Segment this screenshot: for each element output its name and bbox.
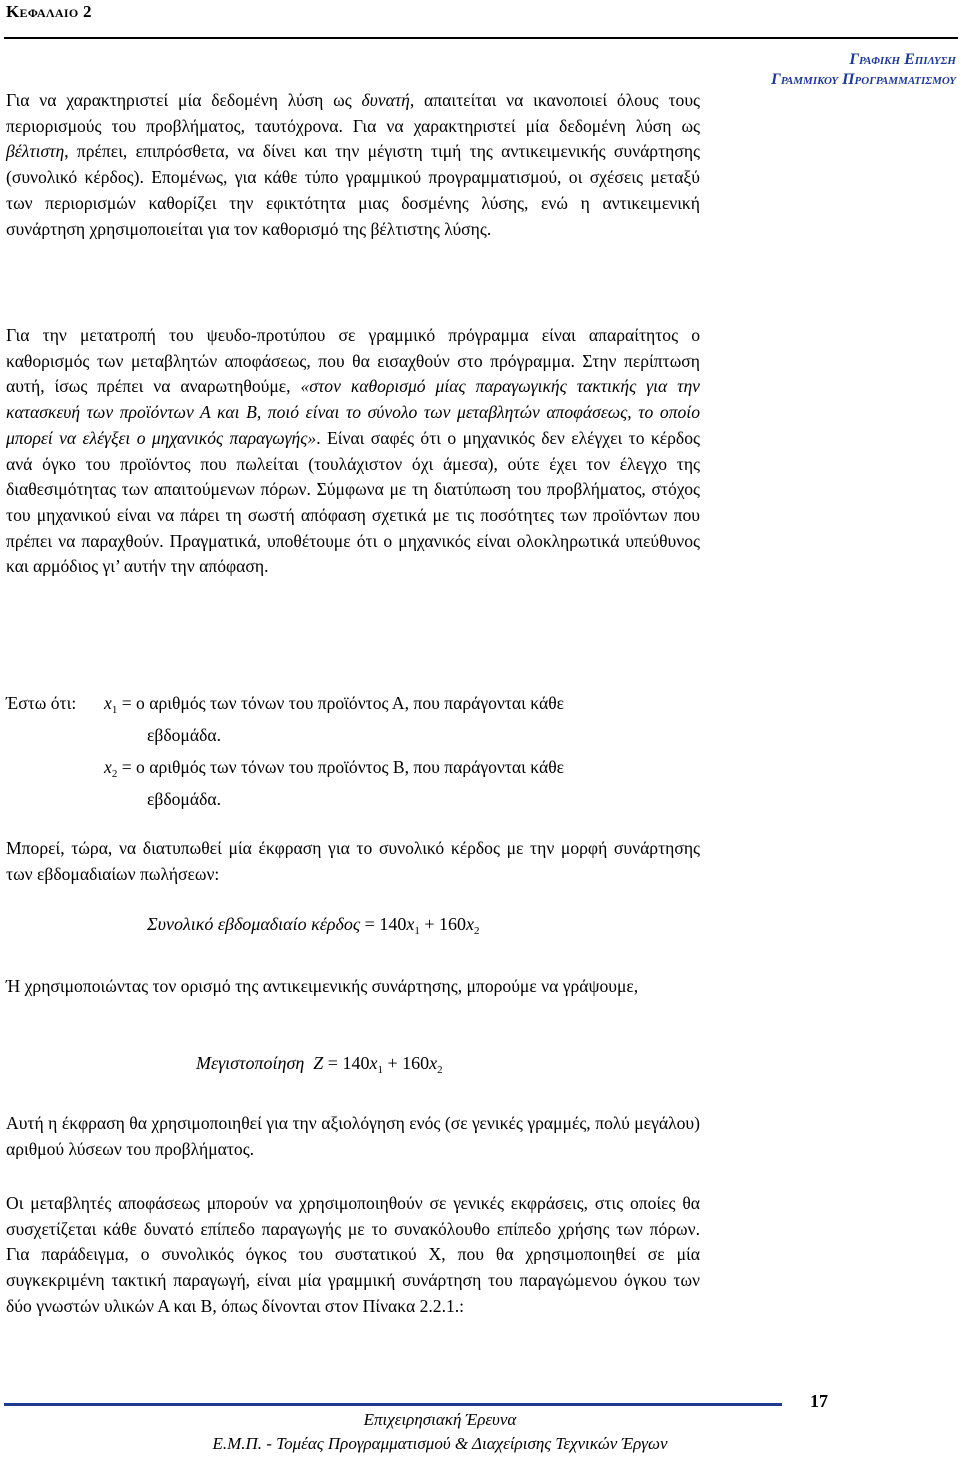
paragraph-objective-function: Ή χρησιμοποιώντας τον ορισμό της αντικειμενικής συνάρτησης, μπορούμε να γράψουμε, bbox=[6, 976, 639, 996]
paragraph-evaluation: Αυτή η έκφραση θα χρησιμοποιηθεί για την αξιολόγηση ενός (σε γενικές γραμμές, πολύ μεγάλου) αριθμού λύσεων του προβλήματος. bbox=[6, 1113, 700, 1159]
paragraph-profit-expression: Μπορεί, τώρα, να διατυπωθεί μία έκφραση για το συνολικό κέρδος με την μορφή συνάρτησης των εβδομαδιαίων πωλήσεων: bbox=[6, 838, 700, 884]
section-header-line1: Γραφικη Επιλυση bbox=[849, 51, 956, 68]
equation-total-profit: Συνολικό εβδομαδιαίο $\kappa έ\rho\delta o\varsigma = 140x_1 + 160x_2$ bbox=[147, 914, 480, 937]
section-header bbox=[771, 50, 956, 90]
x2-definition: $x_2 = o$ αριθμός των τόνων του προϊόντος Β, που παράγονται κάθε bbox=[104, 757, 565, 780]
chapter-header: Κεφαλαιο 2 bbox=[6, 2, 92, 21]
emphasis-question: «στον καθορισμό μίας παραγωγικής τακτικής για την κατασκευή των προϊόντων Α και Β, ποιό είναι το σύνολο των μεταβλητών αποφάσεως, το οποίο μπορεί να ελέγξει ο μηχανικός παραγωγής» bbox=[6, 376, 700, 448]
section-header-line2: Γραμμικου Προγραμματισμου bbox=[771, 71, 956, 88]
equation-maximize: Μεγιστοποίηση $Z = 140x_1 + 160x_2$ bbox=[196, 1053, 443, 1076]
paragraph-feasible-optimal: Για να χαρακτηριστεί μία δεδομένη λύση ως δυνατή, απαιτείται να ικανοποιεί όλους τους περιορισμούς του προβλήματος, ταυτόχρονα. Για να χαρακτηριστεί μία δεδομένη λύση ως βέλτιστη, πρέπει, επιπρόσθετα, να δίνει και την μέγιστη τιμή της αντικειμενικής συνάρτησης (συνολικό κέρδος). Επομένως, για κάθε τύπο γραμμικού προγραμματισμού, οι σχέσεις μεταξύ των περιορισμών καθορίζει την εφικτότητα μιας δοσμένης λύσης, ενώ η αντικειμενική συνάρτηση χρησιμοποιείται για τον καθορισμό της βέλτιστης λύσης. bbox=[6, 90, 700, 239]
x1-definition: $x_1 = o$ αριθμός των τόνων του προϊόντος Α, που παράγονται κάθε bbox=[104, 693, 565, 716]
emphasis-optimal: βέλτιστη bbox=[6, 141, 65, 162]
paragraph-general-expressions: Οι μεταβλητές αποφάσεως μπορούν να χρησιμοποιηθούν σε γενικές εκφράσεις, στις οποίες θα συσχετίζεται κάθε δυνατό επίπεδο παραγωγής με το συνακόλουθο επίπεδο χρήσης των πόρων. Για παράδειγμα, ο συνολικός όγκος του συστατικού Χ, που θα χρησιμοποιηθεί σε μία συγκεκριμένη τακτική παραγωγή, είναι μία γραμμική συνάρτηση του παραγώμενου όγκου των δύο γνωστών υλικών Α και Β, όπως δίνονται στον Πίνακα 2.2.1.: bbox=[6, 1193, 700, 1316]
paragraph-decision-variables: Για την μετατροπή του ψευδο-προτύπου σε γραμμικό πρόγραμμα είναι απαραίτητος ο καθορισμός των μεταβλητών αποφάσεως, που θα εισαχθούν στο πρόγραμμα. Στην περίπτωση αυτή, ίσως πρέπει να αναρωτηθούμε, «στον καθορισμό μίας παραγωγικής τακτικής για την κατασκευή των προϊόντων Α και Β, ποιό είναι το σύνολο των μεταβλητών αποφάσεως, το οποίο μπορεί να ελέγξει ο μηχανικός παραγωγής». Είναι σαφές ότι ο μηχανικός δεν ελέγχει το κέρδος ανά όγκο του προϊόντος που πωλείται (τουλάχιστον όχι άμεσα), ούτε έχει τον έλεγχο της διαθεσιμότητας των απαιτούμενων πόρων. Σύμφωνα με τη διατύπωση του προβλήματος, στόχος του μηχανικού είναι να πάρει τη σωστή απόφαση σχετικά με τις ποσότητες των προϊόντων που πρέπει να παραχθούν. Πραγματικά, υποθέτουμε ότι ο μηχανικός είναι ολοκληρωτικά υπεύθυνος και αρμόδιος γι’ αυτήν την απόφαση. bbox=[6, 325, 700, 577]
footer-department: Ε.Μ.Π. - Τομέας Προγραμματισμού & Διαχείρισης Τεχνικών Έργων bbox=[212, 1434, 668, 1453]
let-intro: Έστω ότι: bbox=[6, 693, 77, 713]
footer-title: Επιχειρησιακή Έρευνα bbox=[363, 1410, 517, 1429]
page-number: 17 bbox=[810, 1391, 828, 1411]
x2-definition-cont: εβδομάδα. bbox=[147, 789, 221, 809]
header-rule bbox=[4, 37, 958, 39]
emphasis-feasible: δυνατή bbox=[361, 90, 410, 110]
footer-rule bbox=[4, 1403, 782, 1406]
x1-definition-cont: εβδομάδα. bbox=[147, 725, 221, 745]
